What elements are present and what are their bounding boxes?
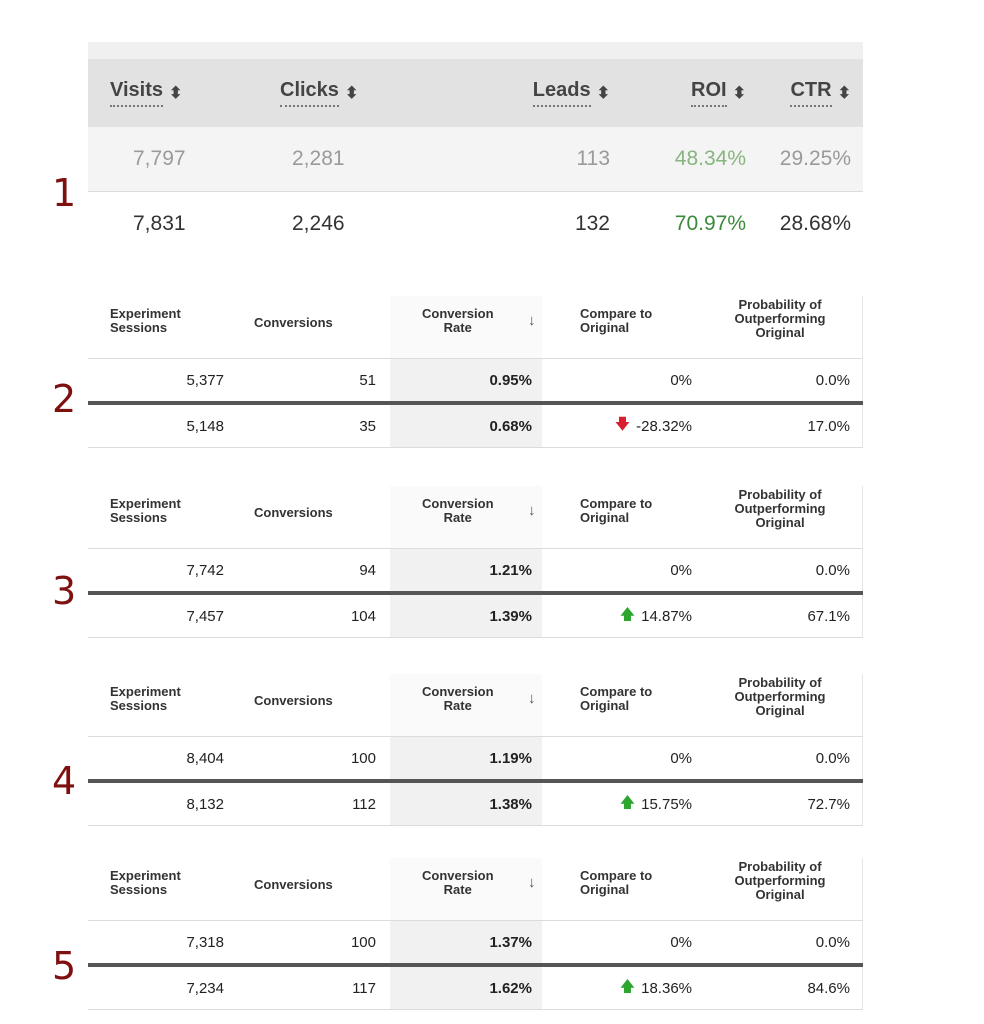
table-header [88,858,863,920]
cell-compare: 0% [670,933,692,951]
cell-roi: 48.34% [674,147,746,170]
header-probability-outperforming[interactable]: Probability of Outperforming Original [734,297,826,340]
cell-visits: 7,831 [133,212,186,235]
cell-ctr: 28.68% [779,212,851,235]
cell-conversions: 117 [352,979,376,997]
header-conversion-rate[interactable]: Conversion Rate [422,868,494,897]
cell-visits: 7,797 [133,147,186,170]
table-row [88,736,863,779]
cell-conversions: 94 [359,561,376,579]
header-experiment-sessions[interactable]: Experiment Sessions [110,868,181,897]
table-row [88,595,863,638]
cell-conversions: 51 [359,371,376,389]
sort-down-icon[interactable]: ↓ [528,502,536,519]
header-clicks[interactable]: Clicks ⬍ [268,59,458,127]
header-probability-outperforming[interactable]: Probability of Outperforming Original [734,859,826,902]
cell-leads: 132 [574,212,610,235]
sort-down-icon[interactable]: ↓ [528,690,536,707]
header-compare-to-original[interactable]: Compare to Original [580,306,653,335]
table-row [88,127,863,192]
cell-probability: 72.7% [807,795,850,813]
cell-compare: 🡅 15.75% [542,783,692,825]
cell-conversions: 112 [352,795,376,813]
table-header [88,59,863,127]
header-compare-to-original[interactable]: Compare to Original [580,684,653,713]
cell-sessions: 8,404 [186,749,224,767]
cell-sessions: 7,457 [186,607,224,625]
cell-conversion-rate: 1.21% [489,561,532,579]
table-row [88,405,863,448]
cell-compare: 0% [670,561,692,579]
sort-updown-icon[interactable]: ⬍ [837,85,851,102]
table-header [88,674,863,736]
cell-conversion-rate: 1.19% [489,749,532,767]
cell-compare: 0% [670,749,692,767]
cell-probability: 67.1% [807,607,850,625]
cell-probability: 0.0% [815,749,850,767]
sort-down-icon[interactable]: ↓ [528,312,536,329]
cell-probability: 17.0% [807,417,850,435]
cell-conversion-rate: 0.95% [489,371,532,389]
cell-sessions: 7,318 [186,933,224,951]
header-compare-to-original[interactable]: Compare to Original [580,496,653,525]
cell-leads: 113 [576,147,610,170]
experiment-table-5 [88,858,863,1010]
up-arrow-icon: 🡅 [619,605,636,623]
cell-compare: 🡇 -28.32% [542,405,692,447]
header-experiment-sessions[interactable]: Experiment Sessions [110,496,181,525]
cell-clicks: 2,246 [292,212,345,235]
experiment-table-2 [88,296,863,448]
section-label-3: 3 [52,569,77,613]
section-label-1: 1 [52,171,77,215]
section-label-5: 5 [52,944,77,988]
cell-conversions: 100 [350,749,376,767]
cell-conversion-rate: 1.39% [489,607,532,625]
up-arrow-icon: 🡅 [619,977,636,995]
header-conversion-rate[interactable]: Conversion Rate [422,684,494,713]
header-conversions[interactable]: Conversions [254,877,333,892]
sort-updown-icon[interactable]: ⬍ [344,85,359,102]
cell-conversions: 35 [359,417,376,435]
header-conversion-rate[interactable]: Conversion Rate [422,496,494,525]
header-probability-outperforming[interactable]: Probability of Outperforming Original [734,487,826,530]
experiment-table-4 [88,674,863,826]
cell-sessions: 7,234 [186,979,224,997]
section-label-2: 2 [52,377,77,421]
table-row [88,967,863,1010]
header-leads[interactable]: Leads ⬍ [458,59,622,127]
header-experiment-sessions[interactable]: Experiment Sessions [110,684,181,713]
header-conversion-rate[interactable]: Conversion Rate [422,306,494,335]
header-conversions[interactable]: Conversions [254,505,333,520]
cell-ctr: 29.25% [779,147,851,170]
cell-sessions: 5,148 [186,417,224,435]
header-visits[interactable]: Visits ⬍ [88,59,268,127]
cell-compare: 🡅 14.87% [542,595,692,637]
cell-conversion-rate: 1.38% [489,795,532,813]
cell-conversions: 104 [350,607,376,625]
header-roi[interactable]: ROI ⬍ [622,59,762,127]
cell-probability: 0.0% [815,933,850,951]
cell-sessions: 5,377 [186,371,224,389]
metrics-table [88,42,863,256]
sort-updown-icon[interactable]: ⬍ [596,85,610,102]
sort-down-icon[interactable]: ↓ [528,874,536,891]
cell-compare: 🡅 18.36% [542,967,692,1009]
cell-conversions: 100 [350,933,376,951]
cell-conversion-rate: 1.62% [489,979,532,997]
table-top-strip [88,42,863,59]
table-row [88,548,863,591]
header-compare-to-original[interactable]: Compare to Original [580,868,653,897]
up-arrow-icon: 🡅 [619,793,636,811]
cell-compare: 0% [670,371,692,389]
down-arrow-icon: 🡇 [614,415,631,433]
section-label-4: 4 [52,759,77,803]
table-row [88,358,863,401]
table-header [88,486,863,548]
header-probability-outperforming[interactable]: Probability of Outperforming Original [734,675,826,718]
sort-updown-icon[interactable]: ⬍ [732,85,746,102]
cell-probability: 84.6% [807,979,850,997]
header-conversions[interactable]: Conversions [254,315,333,330]
table-row [88,192,863,256]
cell-probability: 0.0% [815,371,850,389]
cell-clicks: 2,281 [292,147,345,170]
cell-sessions: 8,132 [186,795,224,813]
cell-roi: 70.97% [674,212,746,235]
table-row [88,920,863,963]
header-conversions[interactable]: Conversions [254,693,333,708]
sort-updown-icon[interactable]: ⬍ [169,85,183,102]
header-ctr[interactable]: CTR ⬍ [762,59,863,127]
header-experiment-sessions[interactable]: Experiment Sessions [110,306,181,335]
table-row [88,783,863,826]
experiment-table-3 [88,486,863,638]
cell-sessions: 7,742 [186,561,224,579]
table-header [88,296,863,358]
cell-conversion-rate: 0.68% [489,417,532,435]
cell-probability: 0.0% [815,561,850,579]
cell-conversion-rate: 1.37% [489,933,532,951]
